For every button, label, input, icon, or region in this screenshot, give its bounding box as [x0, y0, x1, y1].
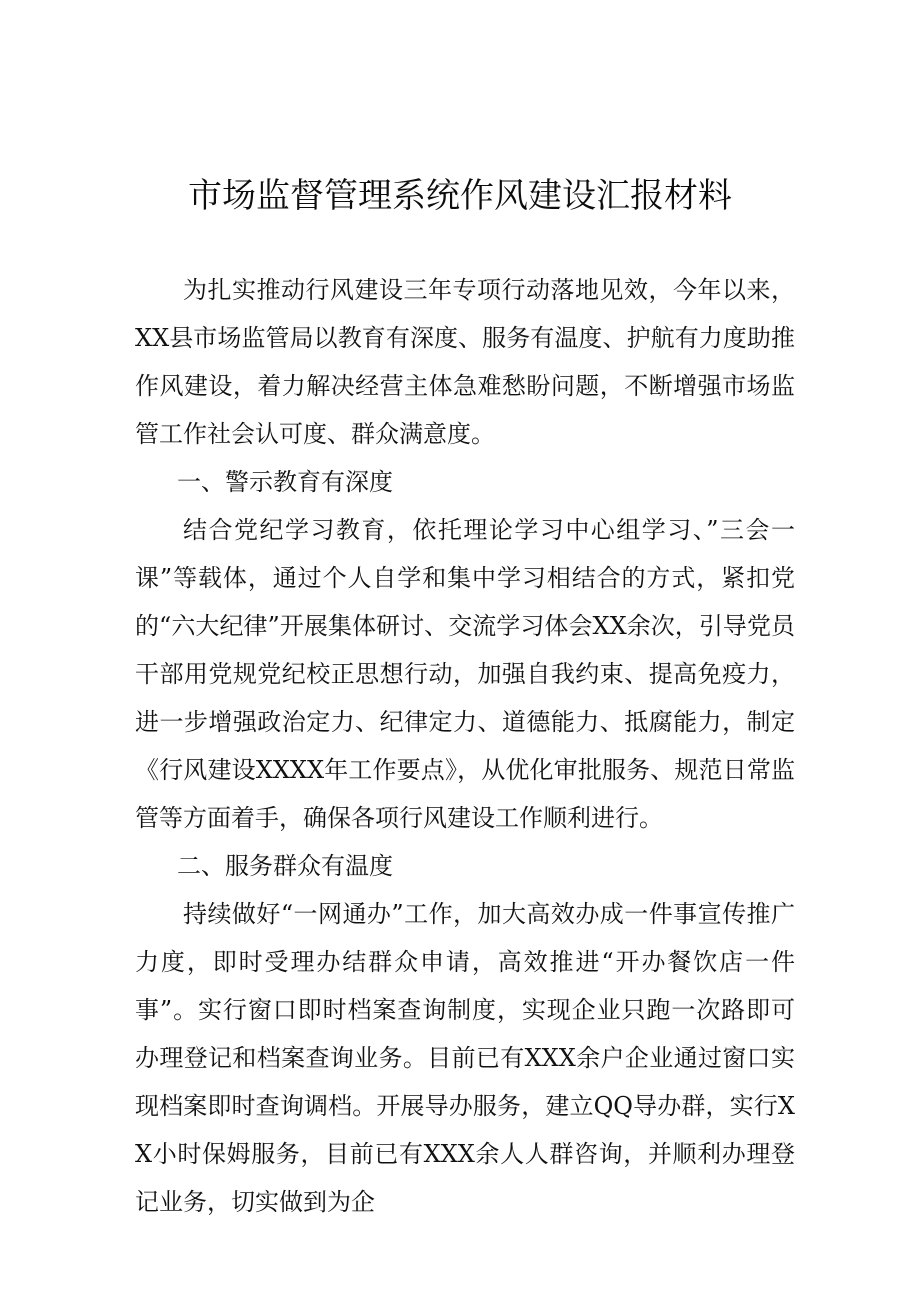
section-paragraph-serve-public: 持续做好“一网通办”工作，加大高效办成一件事宣传推广力度，即时受理办结群众申请，高效推进“开办餐饮店一件事”。实行窗口即时档案查询制度，实现企业只跑一次路即可办理登记和档案查询业务。目前已有XXX余户企业通过窗口实现档案即时查询调档。开展导办服务，建立QQ导办群，实行XX小时保姆服务，目前已有XXX余人人群咨询，并顺利办理登记业务，切实做到为企: [135, 900, 795, 1216]
intro-paragraph: 为扎实推动行风建设三年专项行动落地见效，今年以来，XX县市场监管局以教育有深度、服务有温度、护航有力度助推作风建设，着力解决经营主体急难愁盼问题，不断增强市场监管工作社会认可度、群众满意度。: [135, 276, 795, 448]
document-title: 市场监督管理系统作风建设汇报材料: [188, 176, 732, 216]
document-body: [135, 266, 795, 1226]
section-paragraph-warning-education: 结合党纪学习教育，依托理论学习中心组学习、”三会一课”等载体，通过个人自学和集中学习相结合的方式，紧扣党的“六大纪律”开展集体研讨、交流学习体会XX余次，引导党员干部用党规党纪校正思想行动，加强自我约束、提高免疫力，进一步增强政治定力、纪律定力、道德能力、抵腐能力，制定《行风建设XXXX年工作要点》，从优化审批服务、规范日常监管等方面着手，确保各项行风建设工作顺利进行。: [135, 516, 795, 832]
section-heading-warning-education: 一、警示教育有深度: [177, 468, 393, 496]
section-heading-serve-public: 二、服务群众有温度: [177, 852, 393, 880]
